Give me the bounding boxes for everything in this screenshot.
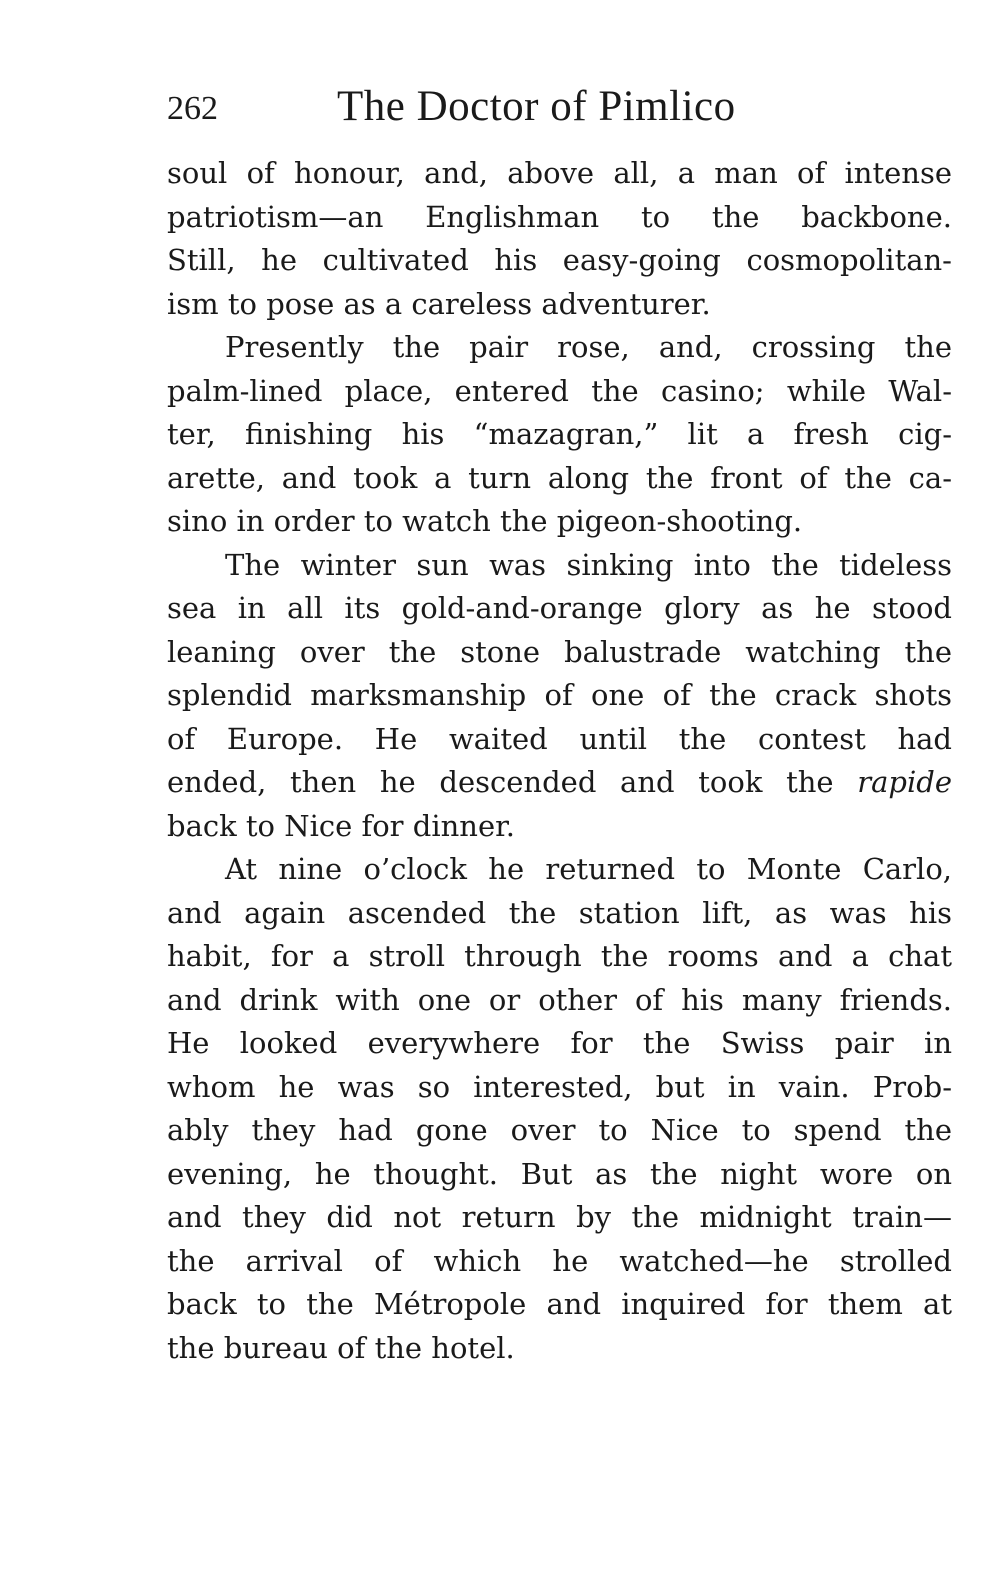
text-line: palm-lined place, entered the casino; while Wal- [167, 373, 952, 408]
text-line: back to Nice for dinner. [167, 808, 516, 843]
text-line: and drink with one or other of his many friends. [167, 982, 952, 1017]
text-line: ter, finishing his “mazagran,” lit a fresh cig- [167, 417, 952, 451]
page-number: 262 [167, 90, 218, 127]
text-line: habit, for a stroll through the rooms and a chat [167, 939, 952, 973]
text-line: splendid marksmanship of one of the crack shots [167, 678, 952, 712]
text-line: the bureau of the hotel. [167, 1330, 515, 1365]
text-line: arette, and took a turn along the front of the ca- [167, 460, 952, 495]
paragraph [167, 848, 952, 1370]
paragraph [167, 326, 952, 544]
text-line: whom he was so interested, but in vain. Prob- [167, 1069, 952, 1104]
text-line-with-italic [167, 761, 952, 805]
text-line: of Europe. He waited until the contest had [167, 721, 952, 756]
running-title: The Doctor of Pimlico [337, 83, 736, 130]
text-line: Presently the pair rose, and, crossing the [225, 330, 952, 364]
text-line: ably they had gone over to Nice to spend the [167, 1113, 952, 1147]
paragraph [167, 152, 952, 326]
text-line: back to the Métropole and inquired for them at [167, 1287, 952, 1321]
text-line: The winter sun was sinking into the tideless [225, 547, 952, 582]
text-line: and they did not return by the midnight train— [167, 1200, 952, 1234]
text-line: sino in order to watch the pigeon-shooting. [167, 504, 803, 538]
text-line: patriotism—an Englishman to the backbone. [167, 199, 952, 234]
text-line: He looked everywhere for the Swiss pair in [167, 1026, 952, 1060]
text-line: the arrival of which he watched—he strolled [167, 1243, 952, 1278]
text-line: Still, he cultivated his easy-going cosmopolitan- [167, 243, 952, 277]
text-line: At nine o’clock he returned to Monte Carlo, [225, 852, 952, 886]
text-line: ism to pose as a careless adventurer. [167, 286, 711, 321]
text-line: leaning over the stone balustrade watching the [167, 634, 952, 669]
paragraph [167, 544, 952, 849]
text-line: and again ascended the station lift, as was his [167, 895, 952, 930]
text-line: evening, he thought. But as the night wore on [167, 1156, 952, 1191]
text-line: soul of honour, and, above all, a man of intense [167, 156, 952, 190]
italic-word: rapide [857, 765, 952, 799]
text-line: sea in all its gold-and-orange glory as he stood [167, 591, 952, 625]
body-text [167, 152, 952, 1370]
book-page [167, 84, 952, 1370]
running-head [167, 84, 952, 144]
text-fragment: ended, then he descended and took the [167, 765, 834, 799]
